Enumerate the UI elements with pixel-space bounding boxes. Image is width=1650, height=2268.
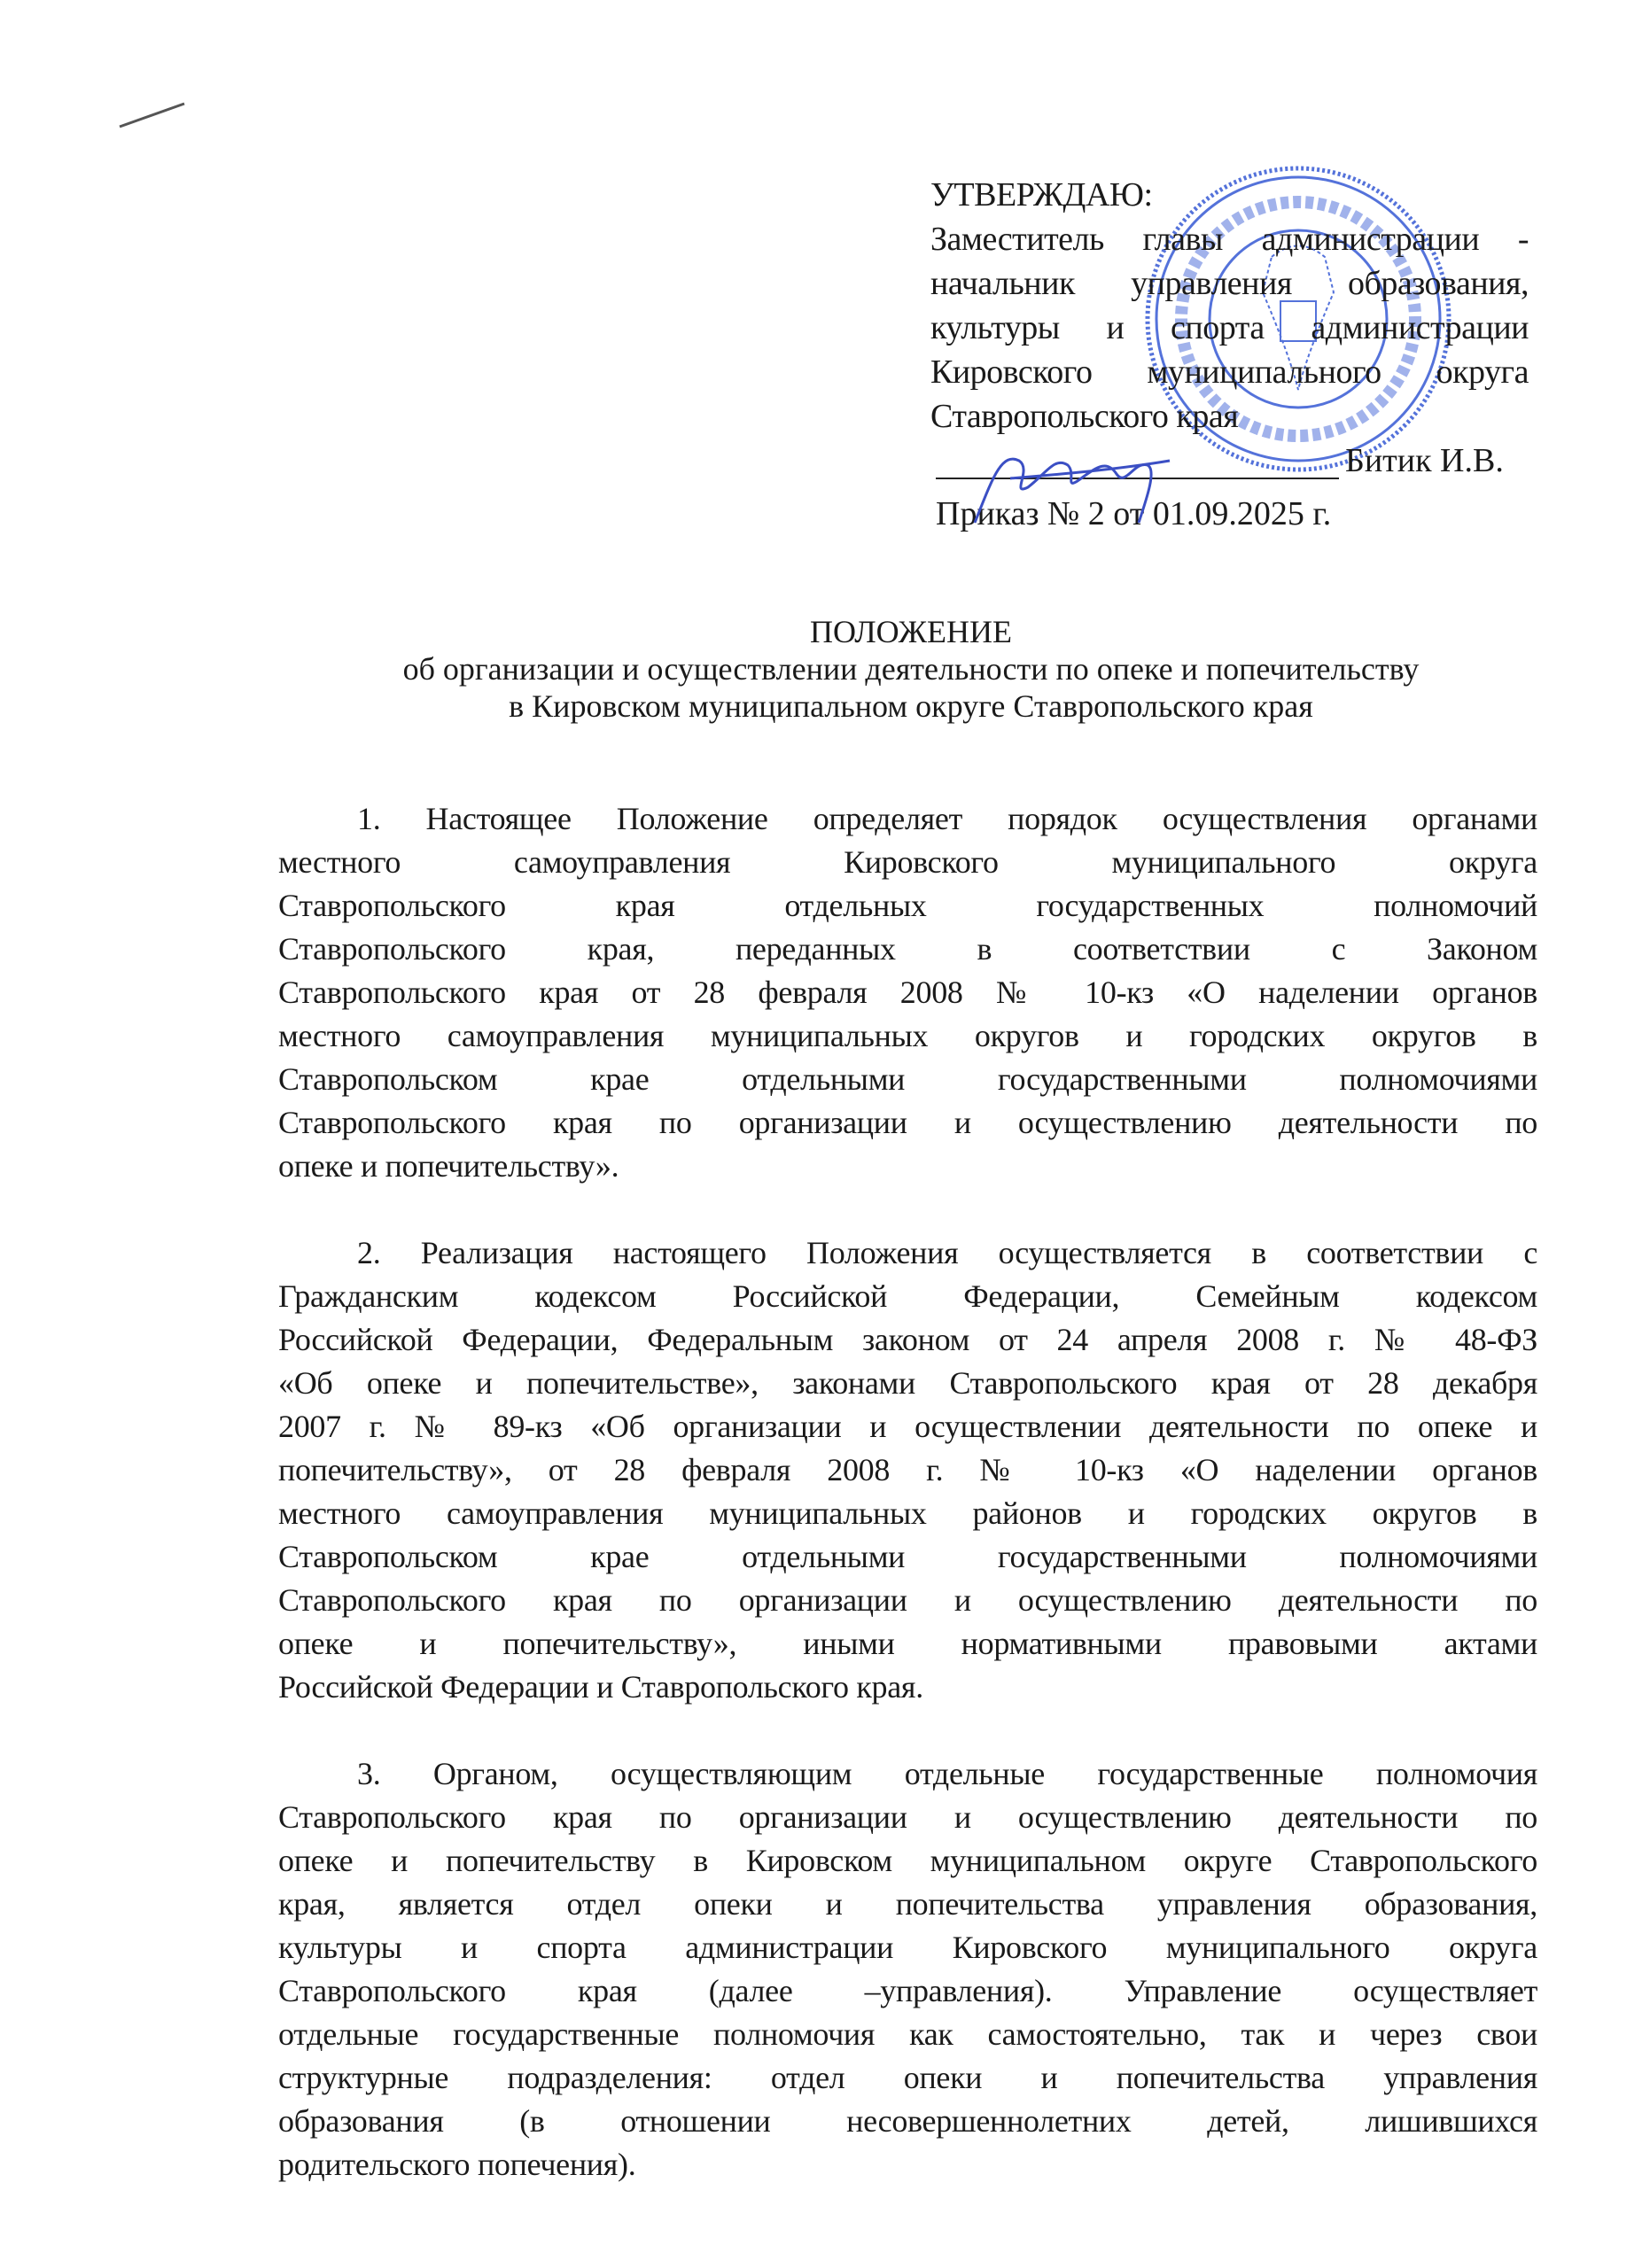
approval-line: Кировского муниципального округа [930,353,1529,391]
approval-line: Заместитель главы администрации - [930,221,1529,258]
document-subtitle: об организации и осуществлении деятельности по опеке и попечительству [402,651,1420,687]
approval-line: начальник управления образования, [930,265,1529,302]
signatory-name: Битик И.В. [1345,442,1504,479]
paragraph-2 [278,1231,1537,1709]
paragraph-3-line: отдельные государственные полномочия как самостоятельно, так и через свои [278,2016,1537,2052]
paragraph-3-line: опеке и попечительству в Кировском муниципальном округе Ставропольского [278,1843,1537,1878]
paragraph-3-line: образования (в отношении несовершеннолетних детей, лишившихся [278,2103,1537,2139]
paragraph-3-line: Ставропольского края по организации и осуществлению деятельности по [278,1799,1537,1835]
document-subtitle: в Кировском муниципальном округе Ставропольского края [509,688,1313,724]
paragraph-2-line: Российской Федерации и Ставропольского края. [278,1669,923,1705]
paragraph-3-line: края, является отдел опеки и попечительства управления образования, [278,1886,1537,1922]
paragraph-1-line: Ставропольского края, переданных в соответствии с Законом [278,931,1537,967]
title-block [0,613,1650,725]
scan-mark [106,93,204,137]
paragraph-2-line: Ставропольском крае отдельными государственными полномочиями [278,1539,1537,1574]
approval-line: Ставропольского края [930,398,1239,435]
paragraph-1-line: Ставропольском крае отдельными государственными полномочиями [278,1061,1537,1097]
paragraph-2-line: Российской Федерации, Федеральным законом от 24 апреля 2008 г. № 48-ФЗ [278,1322,1537,1357]
paragraph-2-line: «Об опеке и попечительстве», законами Ставропольского края от 28 декабря [278,1365,1537,1401]
paragraph-2-line: опеке и попечительству», иными нормативными правовыми актами [278,1626,1537,1661]
paragraph-2-line: Гражданским кодексом Российской Федерации, Семейным кодексом [278,1278,1537,1314]
document-body [278,797,1537,2230]
paragraph-1-line: опеке и попечительству». [278,1148,619,1184]
paragraph-2-line: 2007 г. № 89-кз «Об организации и осуществлении деятельности по опеке и [278,1409,1537,1444]
paragraph-2-line: попечительству», от 28 февраля 2008 г. № 10-кз «О наделении органов [278,1452,1537,1487]
paragraph-3-line: структурные подразделения: отдел опеки и попечительства управления [278,2060,1537,2095]
approval-heading: УТВЕРЖДАЮ: [930,176,1153,214]
paragraph-1-line: Ставропольского края отдельных государственных полномочий [278,888,1537,923]
paragraph-1-line: Ставропольского края от 28 февраля 2008 № 10-кз «О наделении органов [278,975,1537,1010]
paragraph-1-line: местного самоуправления Кировского муниципального округа [278,844,1537,880]
paragraph-3-line: Ставропольского края (далее –управления). Управление осуществляет [278,1973,1537,2008]
paragraph-2-line: 2. Реализация настоящего Положения осуществляется в соответствии с [357,1235,1537,1270]
paragraph-2-line: местного самоуправления муниципальных районов и городских округов в [278,1495,1537,1531]
paragraph-3-line: культуры и спорта администрации Кировского муниципального округа [278,1930,1537,1965]
approval-line: культуры и спорта администрации [930,309,1529,346]
paragraph-2-line: Ставропольского края по организации и осуществлению деятельности по [278,1582,1537,1618]
paragraph-3-line: 3. Органом, осуществляющим отдельные государственные полномочия [357,1756,1537,1791]
paragraph-1-line: Ставропольского края по организации и осуществлению деятельности по [278,1105,1537,1140]
paragraph-1-line: 1. Настоящее Положение определяет порядок осуществления органами [357,801,1537,836]
paragraph-1 [278,797,1537,1188]
order-reference: Приказ № 2 от 01.09.2025 г. [936,495,1332,532]
document-title: ПОЛОЖЕНИЕ [810,614,1012,649]
paragraph-1-line: местного самоуправления муниципальных округов и городских округов в [278,1018,1537,1053]
paragraph-3-line: родительского попечения). [278,2147,636,2182]
paragraph-3 [278,1752,1537,2186]
signature [957,425,1187,540]
